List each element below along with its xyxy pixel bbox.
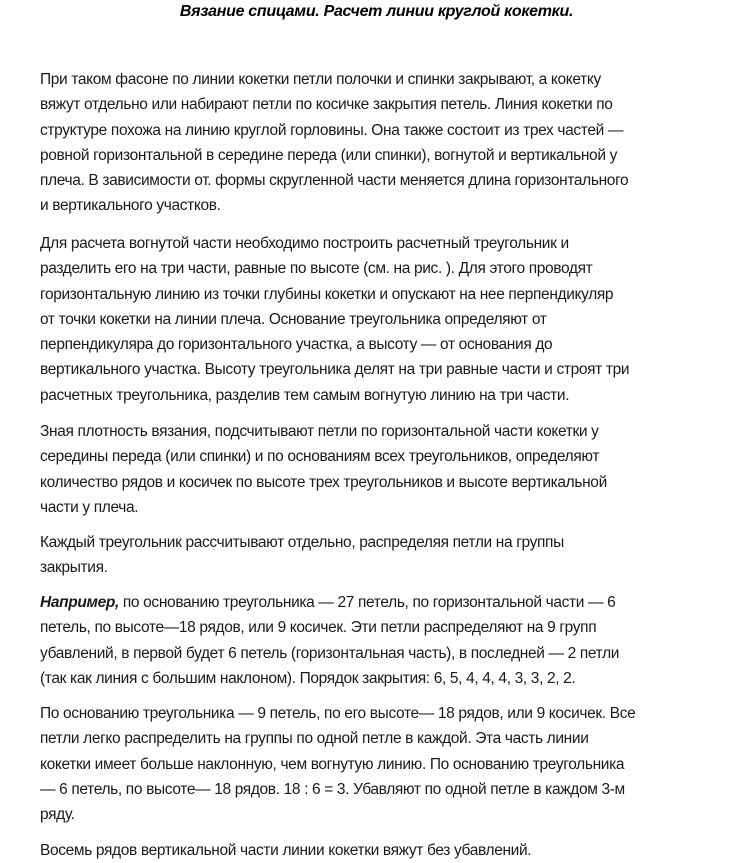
text-line: При таком фасоне по линии кокетки петли полочки и спинки закрывают, а кокетку: [40, 71, 601, 88]
text-line: середины переда (или спинки) и по основаниям всех треугольников, определяют: [40, 448, 600, 466]
text-line: ряду.: [40, 806, 75, 824]
text-line: структуре похожа на линию круглой горловины. Она также состоит из трех частей —: [40, 121, 624, 139]
text-line: (так как линия с большим наклоном). Порядок закрытия: 6, 5, 4, 4, 4, 3, 3, 2, 2.: [40, 669, 576, 687]
text-line: расчетных треугольника, разделив тем самым вогнутую линию на три части.: [40, 386, 570, 404]
text-line: разделить его на три части, равные по высоте (см. на рис. ). Для этого проводят: [40, 260, 593, 278]
text-fragment: по основанию треугольника — 27 петель, по горизонтальной части — 6: [118, 594, 616, 611]
paragraph-triangle-construction: [40, 231, 740, 408]
text-line: [40, 590, 740, 615]
text-line: горизонтальную линию из точки глубины кокетки и опускают на нее перпендикуляр: [40, 285, 614, 303]
text-line: кокетки имеет больше наклонную, чем вогнутую линию. По основанию треугольника: [40, 755, 625, 773]
text-line: Восемь рядов вертикальной части линии кокетки вяжут без убавлений.: [40, 842, 532, 859]
paragraph-each-triangle: [40, 530, 740, 581]
text-line: По основанию треугольника — 9 петель, по его высоте— 18 рядов, или 9 косичек. Все: [40, 705, 636, 722]
text-line: — 6 петель, по высоте— 18 рядов. 18 : 6 = 3. Убавляют по одной петле в каждом 3-м: [40, 780, 625, 798]
text-line: петли легко распределить на группы по одной петле в каждой. Эта часть линии: [40, 730, 589, 748]
text-line: вертикального участка. Высоту треугольника делят на три равные части и строят три: [40, 361, 630, 379]
paragraph-gauge: [40, 419, 740, 520]
text-line: ровной горизонтальной в середине переда (или спинки), вогнутой и вертикальной у: [40, 146, 617, 164]
text-line: перпендикуляра до горизонтального участка, а высоту — от основания до: [40, 336, 553, 354]
document-title: Вязание спицами. Расчет линии круглой кокетки.: [179, 3, 574, 20]
text-line: количество рядов и косичек по высоте трех треугольников и высоте вертикальной: [40, 473, 607, 491]
text-line: вяжут отдельно или набирают петли по косичке закрытия петель. Линия кокетки по: [40, 96, 613, 114]
paragraph-intro: [40, 67, 740, 219]
text-line: Для расчета вогнутой части необходимо построить расчетный треугольник и: [40, 235, 569, 252]
paragraph-example: [40, 590, 740, 691]
text-line: петель, по высоте—18 рядов, или 9 косичек. Эти петли распределяют на 9 групп: [40, 619, 597, 637]
text-line: от точки кокетки на линии плеча. Основание треугольника определяют от: [40, 310, 547, 328]
text-line: плеча. В зависимости от. формы скругленной части меняется длина горизонтального: [40, 172, 629, 190]
text-line: закрытия.: [40, 559, 108, 577]
paragraph-vertical-part: [40, 838, 740, 863]
paragraph-second-triangle: [40, 701, 740, 827]
text-line: Зная плотность вязания, подсчитывают петли по горизонтальной части кокетки у: [40, 423, 599, 440]
text-line: части у плеча.: [40, 498, 139, 516]
text-line: убавлений, в первой будет 6 петель (горизонтальная часть), в последней — 2 петли: [40, 644, 620, 662]
text-line: и вертикального участков.: [40, 197, 221, 215]
example-lead: Например,: [40, 594, 119, 611]
text-line: Каждый треугольник рассчитывают отдельно, распределяя петли на группы: [40, 534, 564, 551]
